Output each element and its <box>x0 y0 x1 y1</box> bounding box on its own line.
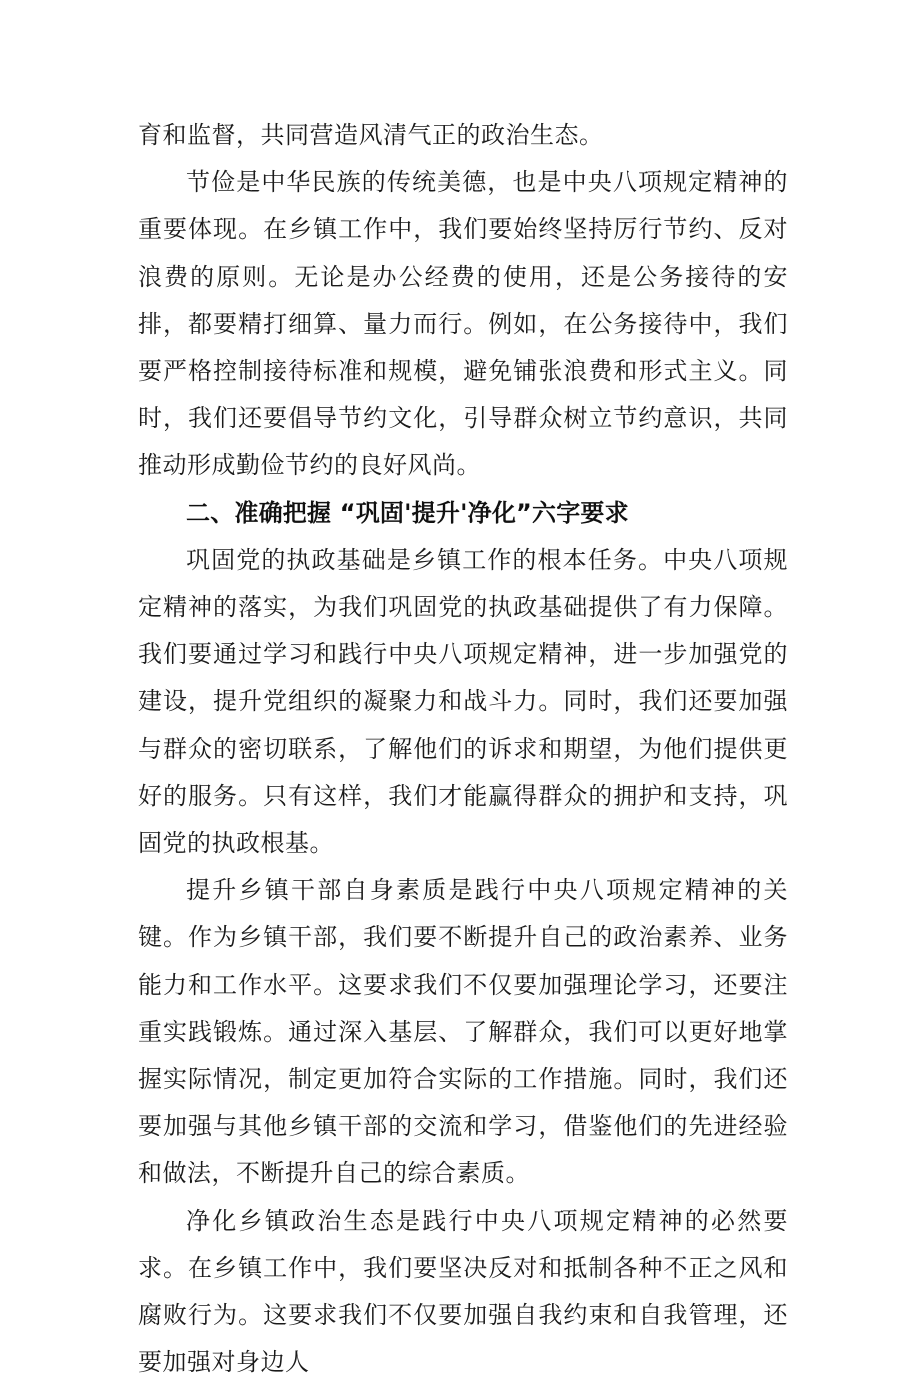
paragraph-continuation: 育和监督，共同营造风清气正的政治生态。 <box>138 121 604 149</box>
paragraph-frugality: 节俭是中华民族的传统美德，也是中央八项规定精神的重要体现。在乡镇工作中，我们要始终坚持厉行节约、反对浪费的原则。无论是办公经费的使用，还是公务接待的安排，都要精打细算、量力而行。例如，在公务接待中，我们要严格控制接待标准和规模，避免铺张浪费和形式主义。同时，我们还要倡导节约文化，引导群众树立节约意识，共同推动形成勤俭节约的良好风尚。 <box>138 168 788 480</box>
paragraph-consolidate: 巩固党的执政基础是乡镇工作的根本任务。中央八项规定精神的落实，为我们巩固党的执政基础提供了有力保障。我们要通过学习和践行中央八项规定精神，进一步加强党的建设，提升党组织的凝聚力和战斗力。同时，我们还要加强与群众的密切联系，了解他们的诉求和期望，为他们提供更好的服务。只有这样，我们才能赢得群众的拥护和支持，巩固党的执政根基。 <box>138 545 788 858</box>
paragraph-improve: 提升乡镇干部自身素质是践行中央八项规定精神的关键。作为乡镇干部，我们要不断提升自己的政治素养、业务能力和工作水平。这要求我们不仅要加强理论学习，还要注重实践锻炼。通过深入基层、了解群众，我们可以更好地掌握实际情况，制定更加符合实际的工作措施。同时，我们还要加强与其他乡镇干部的交流和学习，借鉴他们的先进经验和做法，不断提升自己的综合素质。 <box>138 876 788 1188</box>
paragraph-purify: 净化乡镇政治生态是践行中央八项规定精神的必然要求。在乡镇工作中，我们要坚决反对和抵制各种不正之风和腐败行为。这要求我们不仅要加强自我约束和自我管理，还要加强对身边人 <box>138 1206 788 1377</box>
section-heading: 二、准确把握 “巩固'提升'净化”六字要求 <box>186 498 629 527</box>
document-body <box>138 112 788 1386</box>
